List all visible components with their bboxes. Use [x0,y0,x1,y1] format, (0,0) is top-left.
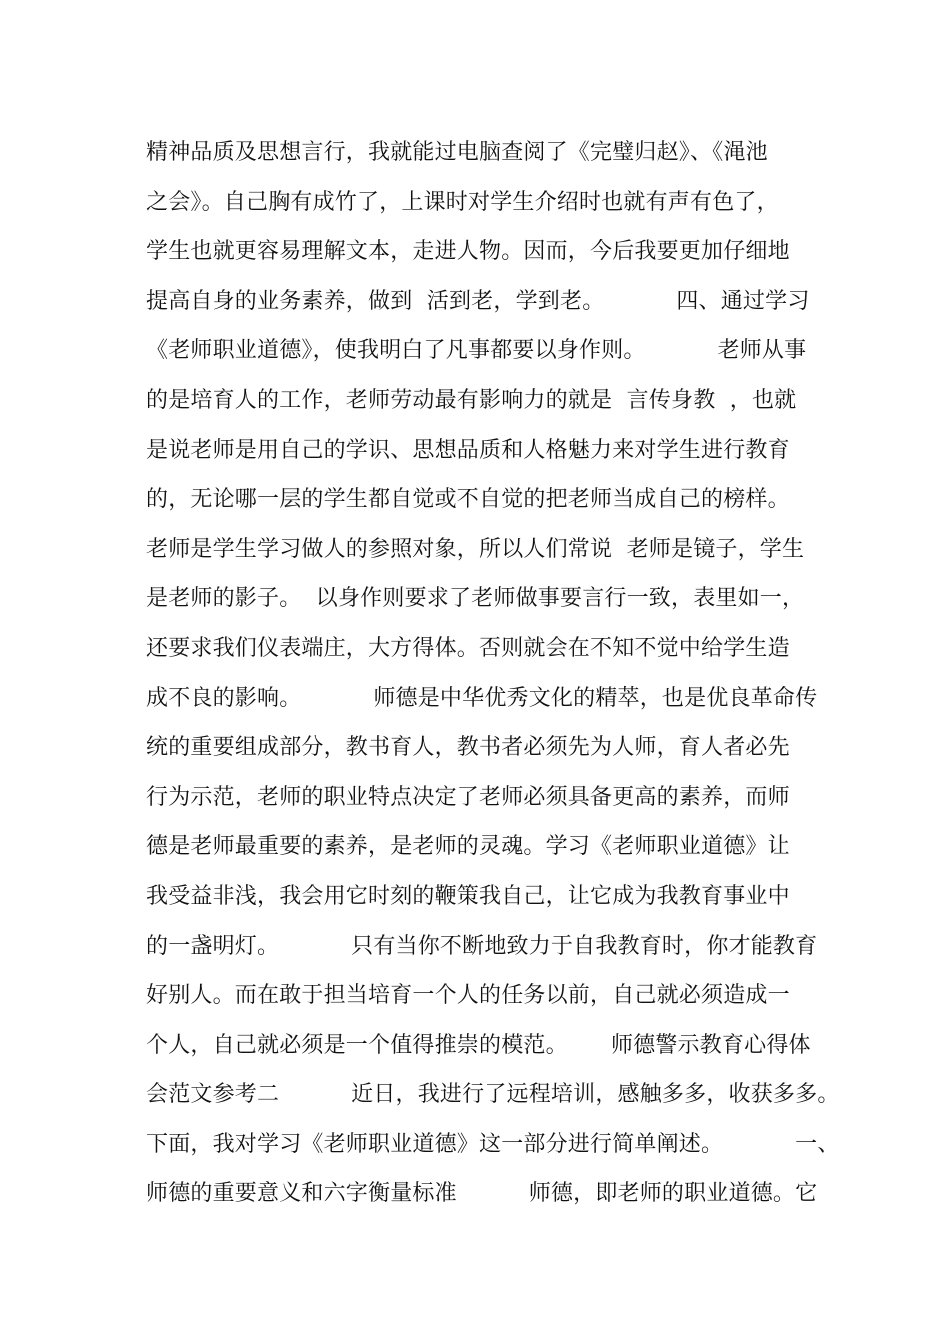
text-line: 之会》。自己胸有成竹了，上课时对学生介绍时也就有声有色了， [146,189,779,215]
text-line: 还要求我们仪表端庄，大方得体。否则就会在不知不觉中给学生造 [146,635,790,661]
text-line: 老师是学生学习做人的参照对象，所以人们常说 老师是镜子，学生 [146,536,805,562]
text-line: 下面，我对学习《老师职业道德》这一部分进行简单阐述。 一、 [146,1131,840,1157]
text-line: 德是老师最重要的素养，是老师的灵魂。学习《老师职业道德》让 [146,834,790,860]
text-line: 行为示范，老师的职业特点决定了老师必须具备更高的素养，而师 [146,784,790,810]
text-line: 是说老师是用自己的学识、思想品质和人格魅力来对学生进行教育 [146,437,790,463]
text-line: 统的重要组成部分，教书育人，教书者必须先为人师，育人者必先 [146,735,790,761]
text-line: 精神品质及思想言行，我就能过电脑查阅了《完璧归赵》、《渑池 [146,140,768,165]
text-line: 提高自身的业务素养，做到 活到老，学到老。 四、通过学习 [146,288,810,314]
text-line: 师德的重要意义和六字衡量标准 师德，即老师的职业道德。它 [146,1181,818,1207]
text-line: 的是培育人的工作，老师劳动最有影响力的就是 言传身教 ，也就 [146,387,797,413]
text-line: 我受益非浅，我会用它时刻的鞭策我自己，让它成为我教育事业中 [146,883,790,909]
text-line: 成不良的影响。 师德是中华优秀文化的精萃，也是优良革命传 [146,685,818,711]
text-line: 个人，自己就必须是一个值得推崇的模范。 师德警示教育心得体 [146,1032,811,1058]
text-line: 的，无论哪一层的学生都自觉或不自觉的把老师当成自己的榜样。 [146,487,790,513]
text-line: 好别人。而在敢于担当培育一个人的任务以前，自己就必须造成一 [146,983,790,1009]
text-line: 学生也就更容易理解文本，走进人物。因而，今后我要更加仔细地 [146,239,790,265]
text-line: 会范文参考二 近日，我进行了远程培训，感触多多，收获多多。 [146,1082,840,1108]
text-line: 的一盏明灯。 只有当你不断地致力于自我教育时，你才能教育 [146,933,818,959]
text-line: 是老师的影子。 以身作则要求了老师做事要言行一致，表里如一， [146,586,805,612]
body-text [146,128,840,1219]
text-line: 《老师职业道德》，使我明白了凡事都要以身作则。 老师从事 [146,338,807,364]
